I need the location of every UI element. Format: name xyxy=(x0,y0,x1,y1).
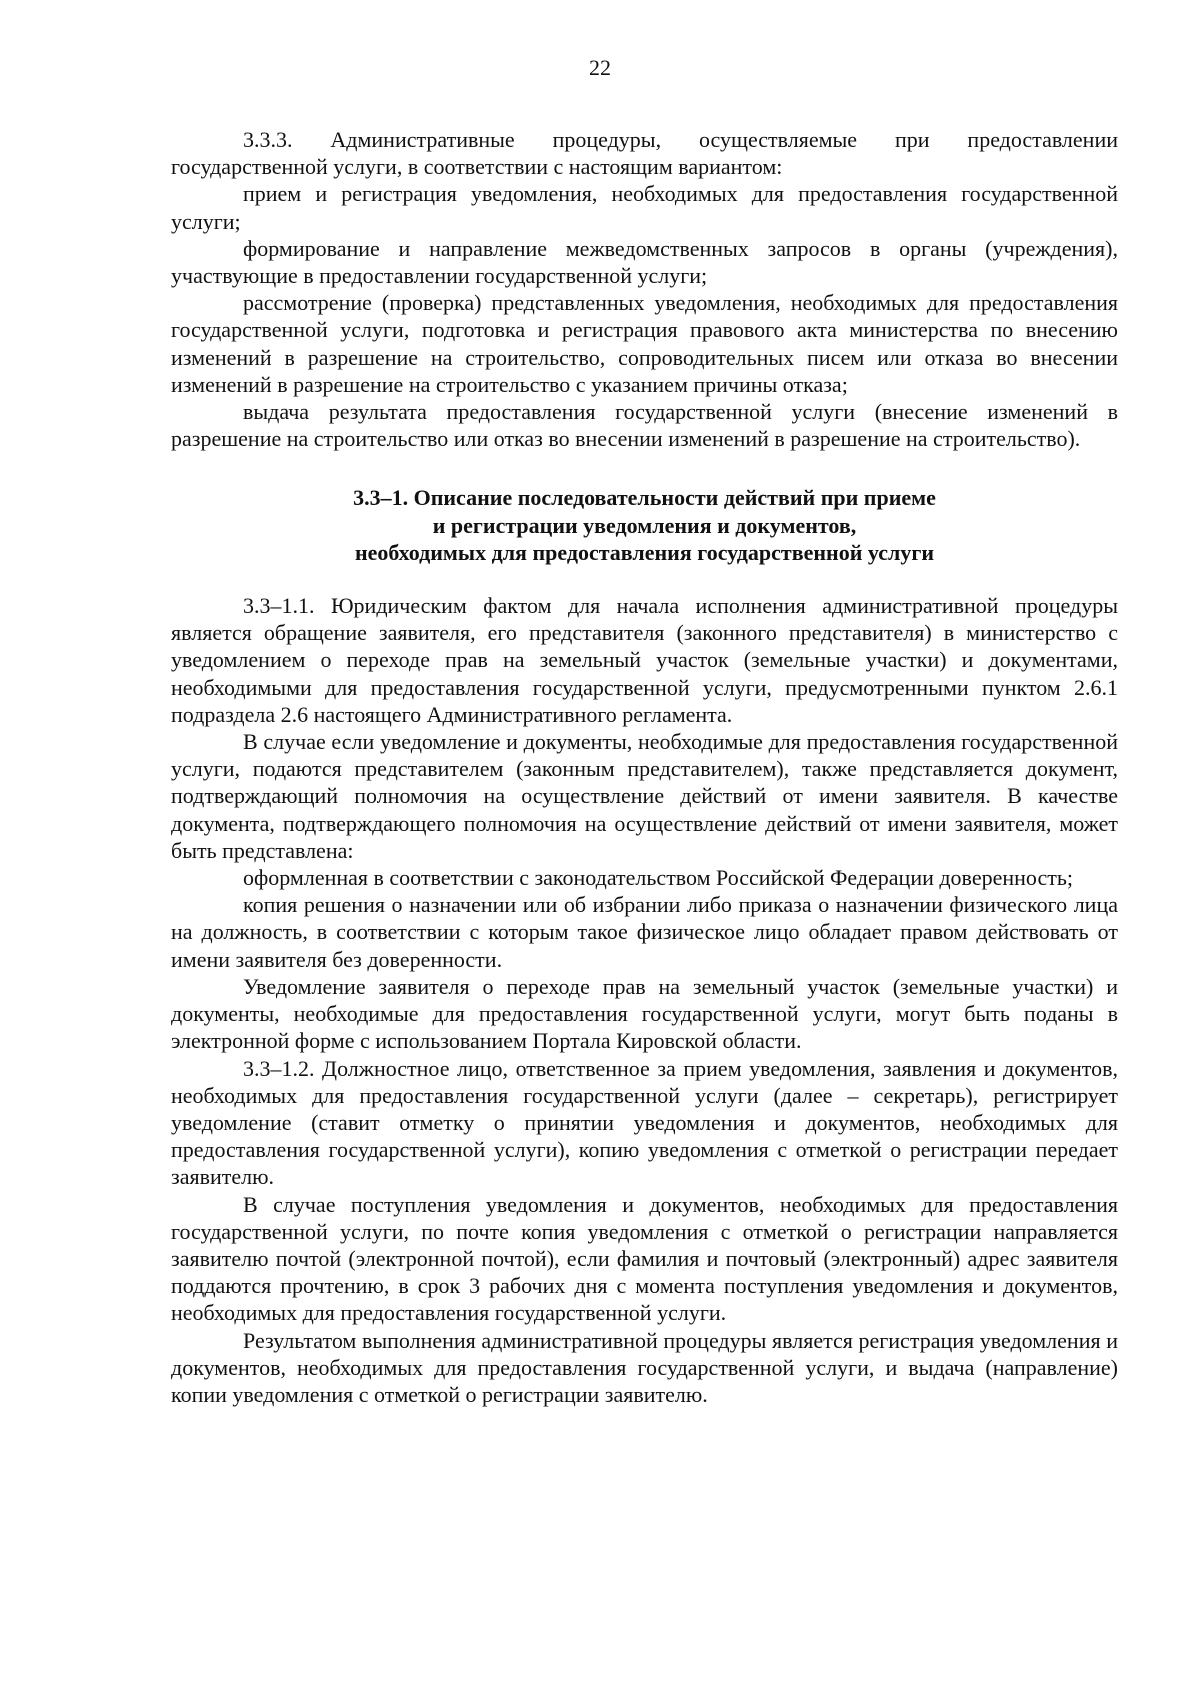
paragraph-procedure-review: рассмотрение (проверка) представленных уведомления, необходимых для предоставления государственной услуги, подготовка и регистрация правового акта министерства по внесению изменений в разрешение на строительство, сопроводительных писем или отказа во внесении изменений в разрешение на строительство с указанием причины отказа; xyxy=(171,290,1118,397)
paragraph-3-3-3: 3.3.3. Административные процедуры, осуществляемые при предоставлении государственной услуги, в соответствии с настоящим вариантом: xyxy=(171,127,1118,180)
paragraph-procedure-result: выдача результата предоставления государственной услуги (внесение изменений в разрешение на строительство или отказ во внесении изменений в разрешение на строительство). xyxy=(171,399,1118,452)
paragraph-procedure-outcome: Результатом выполнения административной процедуры является регистрация уведомления и документов, необходимых для предоставления государственной услуги, и выдача (направление) копии уведомления с отметкой о регистрации заявителю. xyxy=(171,1327,1118,1407)
document-content xyxy=(171,126,1118,1408)
paragraph-representative-case: В случае если уведомление и документы, необходимые для предоставления государственной услуги, подаются представителем (законным представителем), также представляется документ, подтверждающий полномочия на осуществление действий от имени заявителя. В качестве документа, подтверждающего полномочия на осуществление действий от имени заявителя, может быть представлена: xyxy=(171,729,1118,863)
section-heading-line-1: 3.3–1. Описание последовательности действий при приеме xyxy=(353,485,936,511)
paragraph-3-3-1-1: 3.3–1.1. Юридическим фактом для начала исполнения административной процедуры является обращение заявителя, его представителя (законного представителя) в министерство с уведомлением о переходе прав на земельный участок (земельные участки) и документами, необходимыми для предоставления государственной услуги, предусмотренными пунктом 2.6.1 подраздела 2.6 настоящего Административного регламента. xyxy=(171,593,1118,727)
paragraph-appointment-decision: копия решения о назначении или об избрании либо приказа о назначении физического лица на должность, в соответствии с которым такое физическое лицо обладает правом действовать от имени заявителя без доверенности. xyxy=(171,892,1118,972)
paragraph-power-of-attorney: оформленная в соответствии с законодательством Российской Федерации доверенность; xyxy=(243,865,1073,891)
section-heading-line-2: и регистрации уведомления и документов, xyxy=(432,512,857,538)
section-heading-line-3: необходимых для предоставления государственной услуги xyxy=(354,539,934,565)
paragraph-postal-case: В случае поступления уведомления и документов, необходимых для предоставления государственной услуги, по почте копия уведомления с отметкой о регистрации направляется заявителю почтой (электронной почтой), если фамилия и почтовый (электронный) адрес заявителя поддаются прочтению, в срок 3 рабочих дня с момента поступления уведомления и документов, необходимых для предоставления государственной услуги. xyxy=(171,1191,1118,1326)
paragraph-electronic-filing: Уведомление заявителя о переходе прав на земельный участок (земельные участки) и документы, необходимые для предоставления государственной услуги, могут быть поданы в электронной форме с использованием Портала Кировской области. xyxy=(171,973,1118,1054)
paragraph-3-3-1-2: 3.3–1.2. Должностное лицо, ответственное за прием уведомления, заявления и документов, необходимых для предоставления государственной услуги (далее – секретарь), регистрирует уведомление (ставит отметку о принятии уведомления и документов, необходимых для предоставления государственной услуги), копию уведомления с отметкой о регистрации передает заявителю. xyxy=(171,1055,1118,1190)
section-heading xyxy=(171,484,1118,566)
paragraph-procedure-reception: прием и регистрация уведомления, необходимых для предоставления государственной услуги; xyxy=(171,181,1118,234)
paragraph-procedure-requests: формирование и направление межведомственных запросов в органы (учреждения), участвующие в предоставлении государственной услуги; xyxy=(171,235,1118,289)
page-number: 22 xyxy=(589,55,611,80)
